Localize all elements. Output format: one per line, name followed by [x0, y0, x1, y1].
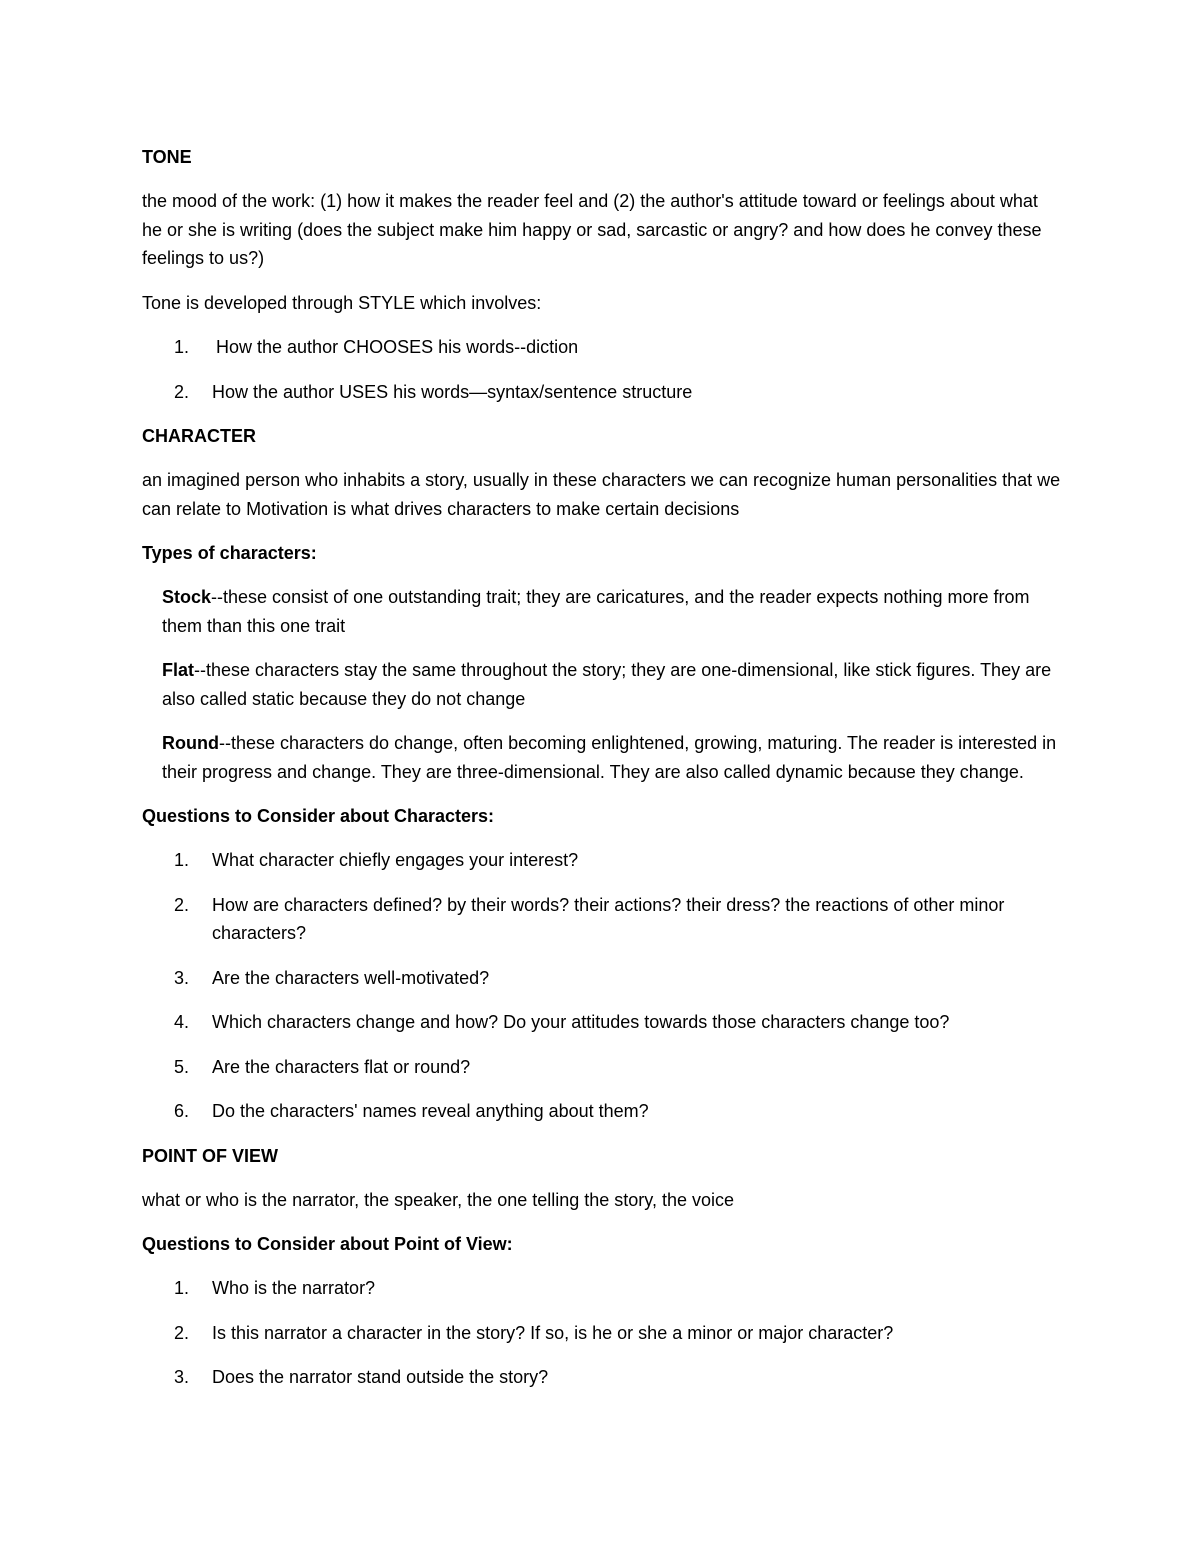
point-of-view-heading: POINT OF VIEW	[142, 1145, 279, 1166]
list-number: 1.	[174, 337, 190, 357]
character-definition: an imagined person who inhabits a story, usually in these characters we can recognize human personalities that we can relate to Motivation is what drives characters to make certain decisions	[142, 470, 1061, 519]
list-item-text: Do the characters' names reveal anything about them?	[212, 1101, 649, 1121]
tone-heading: TONE	[142, 147, 192, 167]
list-number: 2.	[174, 381, 190, 402]
list-number: 2.	[174, 894, 190, 915]
list-number: 1.	[174, 1278, 190, 1298]
list-number: 3.	[174, 967, 190, 988]
list-item	[142, 1319, 1062, 1348]
list-item-text: Is this narrator a character in the story? If so, is he or she a minor or major character?	[212, 1322, 894, 1343]
list-number: 1.	[174, 850, 190, 870]
type-description: --these characters stay the same throughout the story; they are one-dimensional, like stick figures. They are also called static because they do not change	[162, 660, 1052, 709]
list-item-text: How the author USES his words—syntax/sentence structure	[212, 381, 693, 402]
list-number: 6.	[174, 1101, 190, 1121]
list-item	[142, 846, 1062, 875]
list-number: 5.	[174, 1056, 190, 1077]
list-item-text: How the author CHOOSES his words--diction	[216, 337, 579, 357]
tone-definition: the mood of the work: (1) how it makes the reader feel and (2) the author's attitude toward or feelings about what he or she is writing (does the subject make him happy or sad, sarcastic or angry? and how does he convey these feelings to us?)	[142, 191, 1042, 268]
document-page	[142, 143, 1062, 1408]
tone-style-list	[142, 333, 1062, 406]
list-number: 4.	[174, 1012, 190, 1032]
character-type-stock	[162, 583, 1062, 640]
list-item	[142, 333, 1062, 362]
tone-style-intro: Tone is developed through STYLE which involves:	[142, 292, 542, 313]
list-item-text: How are characters defined? by their words? their actions? their dress? the reactions of other minor characters?	[212, 894, 1005, 943]
list-item-text: Are the characters flat or round?	[212, 1056, 471, 1077]
character-types-heading: Types of characters:	[142, 543, 317, 563]
point-of-view-questions-list	[142, 1274, 1062, 1392]
character-questions-heading: Questions to Consider about Characters:	[142, 806, 495, 826]
list-item	[142, 1053, 1062, 1082]
character-type-round	[162, 729, 1062, 786]
type-term: Stock	[162, 587, 212, 607]
point-of-view-questions-heading: Questions to Consider about Point of View:	[142, 1234, 513, 1254]
list-item-text: What character chiefly engages your interest?	[212, 850, 579, 870]
list-item-text: Does the narrator stand outside the story?	[212, 1367, 549, 1387]
character-questions-list	[142, 846, 1062, 1126]
character-heading: CHARACTER	[142, 426, 256, 446]
list-item-text: Are the characters well-motivated?	[212, 967, 490, 988]
list-item	[142, 1008, 1062, 1037]
list-item-text: Who is the narrator?	[212, 1278, 376, 1298]
type-description: --these characters do change, often becoming enlightened, growing, maturing. The reader is interested in their progress and change. They are three-dimensional. They are also called dynamic because they change.	[162, 733, 1057, 782]
list-item-text: Which characters change and how? Do your attitudes towards those characters change too?	[212, 1012, 950, 1032]
list-item	[142, 378, 1062, 407]
list-item	[142, 1363, 1062, 1392]
list-item	[142, 891, 1062, 948]
point-of-view-definition: what or who is the narrator, the speaker, the one telling the story, the voice	[142, 1189, 735, 1210]
type-term: Round	[162, 733, 219, 753]
type-description: --these consist of one outstanding trait; they are caricatures, and the reader expects nothing more from them than this one trait	[162, 587, 1030, 636]
character-type-flat	[162, 656, 1062, 713]
list-item	[142, 1274, 1062, 1303]
list-item	[142, 1097, 1062, 1126]
list-item	[142, 964, 1062, 993]
type-term: Flat	[162, 660, 195, 680]
list-number: 3.	[174, 1367, 190, 1387]
list-number: 2.	[174, 1322, 190, 1343]
